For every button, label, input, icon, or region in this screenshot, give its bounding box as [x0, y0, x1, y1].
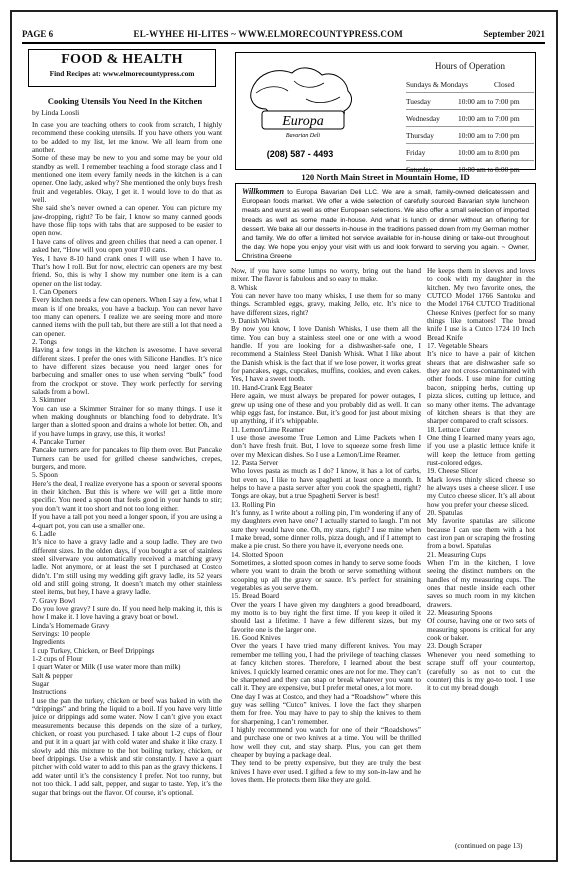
paragraph: My favorite spatulas are silicone because I can use them with a hot cast iron pan or scraping the frosting from a bowl. Spatulas: [427, 516, 535, 551]
paragraph: 1-2 cups of Flour: [32, 654, 83, 663]
paragraph: I highly recommend you watch for one of their “Roadshows” and purchase one or two knives at a time. You will be thrilled how well they cut, and stay sharp. Plus, you can get them cheaper by buying a package deal.: [231, 724, 421, 759]
paragraph: You can never have too many whisks, I use them for so many things. Scrambled eggs, gravy, making Jello, etc. It’s nice to have different sizes, right?: [231, 291, 421, 317]
paragraph: 1 quart Water or Milk (I use water more than milk): [32, 662, 181, 672]
article-column-3: [427, 267, 535, 839]
paragraph: It’s nice to have a gravy ladle and a soup ladle. They are two different sizes. In the olden days, if you bought a set of stainless steel silverware you automatically received a matching gravy ladle. Not anymore, or at least the set I purchased at Costco didn’t. I’m still using my wedding gift gravy ladle, its 52 years old and still going strong. It doesn’t match my other stainless steel items, but hey, I have a gravy ladle.: [32, 537, 222, 597]
paragraph: It’s funny, as I write about a rolling pin, I’m wondering if any of my daughters even have one? I actually started to laugh. I’m not sure they would have one. Oh, my stars, right? I use mine when I make bread, some dinner rolls, pizza dough, and if I attempt to make a pie crust. So there you have it, everyone needs one.: [231, 507, 421, 551]
paragraph: 10. Hand-Crank Egg Beater: [231, 382, 313, 392]
paragraph: I have cans of olives and green chilies that need a can opener. I asked her, “How will you open your #10 cans.: [32, 236, 222, 255]
hours-time: 10:00 am to 8:00 pm: [458, 164, 520, 174]
header-rule: [22, 42, 545, 44]
paragraph: 11. Lemon/Lime Reamer: [231, 424, 305, 434]
europa-deli-logo: [242, 59, 360, 163]
logo-text: Europa: [282, 114, 324, 129]
paragraph: 4. Pancake Turner: [32, 437, 85, 447]
paragraph: 3. Skimmer: [32, 395, 67, 405]
paragraph: 1 cup Turkey, Chicken, or Beef Drippings: [32, 645, 155, 655]
paragraph: 13. Rolling Pin: [231, 499, 276, 509]
section-banner: [28, 49, 216, 87]
issue-date: September 2021: [483, 29, 545, 39]
paragraph: Now, if you have some lumps no worry, bring out the hand mixer. The flavor is fabulous and so easy to make.: [231, 267, 421, 284]
paragraph: Every kitchen needs a few can openers. When I say a few, what I mean is if one breaks, you have a backup. You can never have too many can openers. I realize we are seeing more and more canned items with the pull tab, but there are still a lot that need a can opener.: [32, 295, 222, 338]
paragraph: 1. Can Openers: [32, 286, 78, 296]
paragraph: Whenever you need something to scrape stuff off your countertop, (carefully so as not to cut the counter) this is my go-to tool. I use it to cut my bread dough: [427, 649, 535, 693]
paragraph: 21. Measuring Cups: [427, 549, 486, 559]
paragraph: Pancake turners are for pancakes to flip them over. But Pancake Turners can be used for grilled cheese sandwiches, crepes, burgers, and more.: [32, 445, 222, 472]
paragraph: When I’m in the kitchen, I love seeing the distinct numbers on the handles of my measuring cups. The ones that nestle inside each other saves so much room in my kitchen drawers.: [427, 558, 535, 609]
welcome-text: to Europa Bavarian Deli LLC. We are a small, family-owned delicatessen and European foods market. We offer a wide selection of carefully sourced Bavarian style luncheon meats and wurst as well as other European selections. We also offer a small selection of imported breads as well as some made in-house. And what is lunch or dinner without an offering for dessert. We bake all our desserts in-house in the traditions passed down from my German mother and family. We do offer a limited hot service available for in-house dining or take-out throughout the day. We hope you enjoy your visit with us and look forward to serving you again. ~ Owner, Christina Greene: [242, 189, 529, 261]
paragraph: 14. Slotted Spoon: [231, 549, 284, 559]
deli-advertisement: [235, 52, 536, 174]
paragraph: 12. Pasta Server: [231, 457, 279, 467]
article-byline: by Linda Loosli: [32, 108, 80, 117]
paragraph: Having a few tongs in the kitchen is awesome. I have several different sizes. I prefer the ones with Silicone Handles. It’s nice to have different sizes because you need larger ones for barbecuing and smaller ones to use when serving “bulk” food from the crockpot or stove. They work perfectly for serving salads from a bowl.: [32, 345, 222, 396]
hours-row: [406, 127, 534, 144]
paragraph: Of course, having one or two sets of measuring spoons is critical for any cook or baker.: [427, 616, 535, 643]
paragraph: 6. Ladle: [32, 528, 56, 538]
paragraph: In case you are teaching others to cook from scratch, I highly recommend these cooking utensils. If you have others you want to be added to my list, let me know. We all learn from one another.: [32, 121, 222, 155]
paragraph: 18. Lettuce Cutter: [427, 424, 480, 434]
section-title: FOOD & HEALTH: [61, 52, 183, 67]
hours-day: Saturday: [406, 164, 433, 174]
hours-title: Hours of Operation: [435, 61, 505, 71]
hours-time: 10:00 am to 7:00 pm: [458, 130, 520, 140]
continued-note: (continued on page 13): [455, 841, 523, 850]
paragraph: One thing I learned many years ago, if you use a plastic lettuce knife it will keep the lettuce from getting rust-colored edges.: [427, 432, 535, 467]
hours-time: 10:00 am to 8:00 pm: [458, 147, 520, 157]
paragraph: 19. Cheese Slicer: [427, 466, 478, 476]
paragraph: I use those awesome True Lemon and Lime Packets when I don’t have fresh fruit. But, I love to squeeze some fresh lime over my Mexican dishes. So I use a Lemon/Lime Reamer.: [231, 432, 421, 459]
deli-phone: (208) 587 - 4493: [266, 149, 334, 159]
paragraph: Salt & pepper: [32, 670, 73, 680]
section-subtitle: Find Recipes at: www.elmorecountypress.com: [49, 69, 195, 78]
paragraph: One day I was at Costco, and they had a “Roadshow” where this guy was selling “Cutco” knives. I love the fact they sharpen them for free. You may have to pay to ship the knives to them for sharpening, I can’t remember.: [231, 691, 421, 726]
paragraph: 5. Spoon: [32, 470, 58, 480]
paragraph: 16. Good Knives: [231, 633, 281, 643]
article-title: Cooking Utensils You Need In the Kitchen: [47, 96, 203, 106]
paragraph: 22. Measuring Spoons: [427, 608, 493, 618]
paragraph: 23. Dough Scraper: [427, 641, 482, 651]
paragraph: Linda’s Homemade Gravy: [32, 620, 110, 630]
paragraph: 17. Vegetable Shears: [427, 341, 488, 351]
hours-day: Tuesday: [406, 96, 431, 106]
hours-day: Sundays & Mondays: [406, 79, 469, 89]
paragraph: 7. Gravy Bowl: [32, 595, 76, 605]
paragraph: Mark loves thinly sliced cheese so he always uses a cheese slicer. I use my Cutco cheese slicer. It’s all about how you prefer your cheese sliced.: [427, 474, 535, 509]
paragraph: 8. Whisk: [231, 282, 258, 292]
logo-subtext: Bavarian Deli: [285, 133, 321, 139]
welcome-box: [235, 183, 536, 261]
paragraph: 20. Spatulas: [427, 507, 463, 517]
paragraph: Some of these may be new to you and some may be your old standby as well. I remember teaching a food storage class and I mentioned one item every family needs in the kitchen is a can opener. One lady, asked why? She mentioned the only buys fresh fruit and vegetables. Okay, I get it. I would love to do that as well.: [32, 153, 222, 205]
paragraph: Sugar: [32, 679, 50, 689]
hours-day: Friday: [406, 147, 426, 157]
paragraph: Here again, we must always be prepared for power outages, I grew up using one of these and you probably did as well. It can whip eggs fast, for instance. But, it’s good for just about mixing up anything, if it’s whippable.: [231, 391, 421, 426]
hours-time: 10:00 am to 7:00 pm: [458, 96, 520, 106]
paragraph: He keeps them in sleeves and loves to cook with my daughter in the kitchen. My two favorite ones, the CUTCO Model 1766 Santoku and the Model 1764 CUTCO Traditional Cheese Knives (perfect for so many things like tomatoes! The bread knife I use is a Cutco 1724 10 Inch Bread Knife: [427, 267, 535, 342]
page-header: [22, 27, 545, 41]
paragraph: 15. Bread Board: [231, 591, 280, 601]
paragraph: They tend to be pretty expensive, but they are truly the best knives I have ever used. I gifted a few to my son-in-law and he loves them. He protects them like they are gold.: [231, 758, 421, 784]
hours-time: Closed: [494, 79, 515, 89]
hours-day: Wednesday: [406, 113, 440, 123]
paragraph: Over the years I have tried many different knives. You may remember me telling you, I had the privilege of teaching classes at fancy kitchen stores. Therefore, I learned about the best knives. I quickly learned ceramic ones are not for me. They can’t be sharpened and they can snap or break whatever you want to call it. They are expensive, but I prefer metal ones, a lot more.: [231, 641, 421, 693]
paragraph: Here’s the deal, I realize everyone has a spoon or several spoons in their kitchen. But this is where we will get a little more specific. You need a spoon that feels good in your hands to stir; you don’t want it too short and not too long either.: [32, 478, 222, 513]
paragraph: Servings: 10 people: [32, 628, 90, 638]
hours-row: [406, 110, 534, 127]
paragraph: It’s nice to have a pair of kitchen shears that are dishwasher safe so they are not cross-contaminated with other foods. I use mine for cutting bacon, snipping herbs, cutting up pizza slices, cutting up lettuce, and so many other items. The advantage of kitchen shears is that they are sharper compared to craft scissors.: [427, 349, 535, 426]
paragraph: Ingredients: [32, 637, 65, 647]
paragraph: She said she’s never owned a can opener. You can picture my jaw-dropping, right? To be fair, I know so many canned goods have those flip tops with tabs that are supposed to be easier to open now.: [32, 203, 222, 238]
paragraph: Instructions: [32, 687, 67, 697]
hours-time: 10:00 am to 7:00 pm: [458, 113, 520, 123]
paragraph: 9. Danish Whisk: [231, 316, 280, 326]
paragraph: If you have a tall pot you need a longer spoon, if you are using a 4-quart pot, you can use a smaller one.: [32, 512, 222, 530]
paragraph: I use the pan the turkey, chicken or beef was baked in with the “drippings” and bring the liquid to a boil. If you have very little juice or drippings add some water. Now I can’t give you exact measurements because this depends on the size of a turkey, chicken, or roast you purchased. I take about 1-2 cups of flour and put it in a quart jar with cold water and shake it like crazy. I slowly add this mixture to the hot boiling turkey, chicken, or beef drippings. Use a whisk and stir constantly. I have a quart pitcher with cold water to add to this pan as the gravy thickens. I add water until it’s the consistency I prefer. Not too runny, but not too thick. I add salt, pepper, and sugar to taste. Yep, it’s the sugar that brings out the flavor. Of course, it’s optional.: [32, 695, 222, 797]
hours-row: [406, 144, 534, 161]
welcome-word: Willkommen: [242, 187, 284, 196]
paragraph: Yes, I have 8-10 hand crank ones I will use when I have to. That’s how I roll. But for now, electric can openers are my best friend. So, this is why I show my number one item is a can opener on the list today.: [32, 253, 222, 288]
page-number: PAGE 6: [22, 29, 54, 39]
hours-row: [406, 93, 534, 110]
paragraph: You can use a Skimmer Strainer for so many things. I use it when making doughnuts or blanching food to dehydrate. It’s larger than a slotted spoon and drains a whole lot better. Oh, and if you have lumps in gravy, use this, it works!: [32, 403, 222, 438]
publication-title: EL-WYHEE HI-LITES ~ WWW.ELMORECOUNTYPRESS.COM: [133, 29, 403, 39]
hours-row: [406, 76, 534, 93]
paragraph: Over the years I have given my daughters a good breadboard, my motto is to buy right the first time. If you keep it oiled it should last a lifetime. I have a few different sizes, but my favorite one is the larger one.: [231, 599, 421, 634]
paragraph: Sometimes, a slotted spoon comes in handy to serve some foods where you want to drain the broth or serve something without scooping up all the gravy or sauce. It’s perfect for straining vegetables as you serve them.: [231, 558, 421, 593]
paragraph: By now you know, I love Danish Whisks, I use them all the time. You can buy a stainless steel one or one with a wood handle. If you are looking for a dishwasher-safe one, I recommend a Stainless Steel Danish Whisk. What I like about the Danish whisk is the fact that if we lose power, it works great for pancakes, eggs, cupcakes, muffins, cookies, and even cakes. Yes, I have a sweet tooth.: [231, 324, 421, 384]
hours-day: Thursday: [406, 130, 434, 140]
deli-address: 120 North Main Street in Mountain Home, ID: [301, 172, 470, 182]
article-column-2: [231, 267, 421, 859]
paragraph: Do you love gravy? I sure do. If you need help making it, this is how I make it. I love having a gravy boat or bowl.: [32, 603, 222, 622]
paragraph: Who loves pasta as much as I do? I know, it has a lot of carbs, but even so, I like to have spaghetti at least once a month. It helps to have a pasta server after you cook the spaghetti, right? Tongs are okay, but a true Spaghetti Server is best!: [231, 466, 421, 501]
article-column-1: [32, 121, 222, 859]
hours-table: [406, 59, 534, 177]
paragraph: 2. Tongs: [32, 336, 57, 346]
